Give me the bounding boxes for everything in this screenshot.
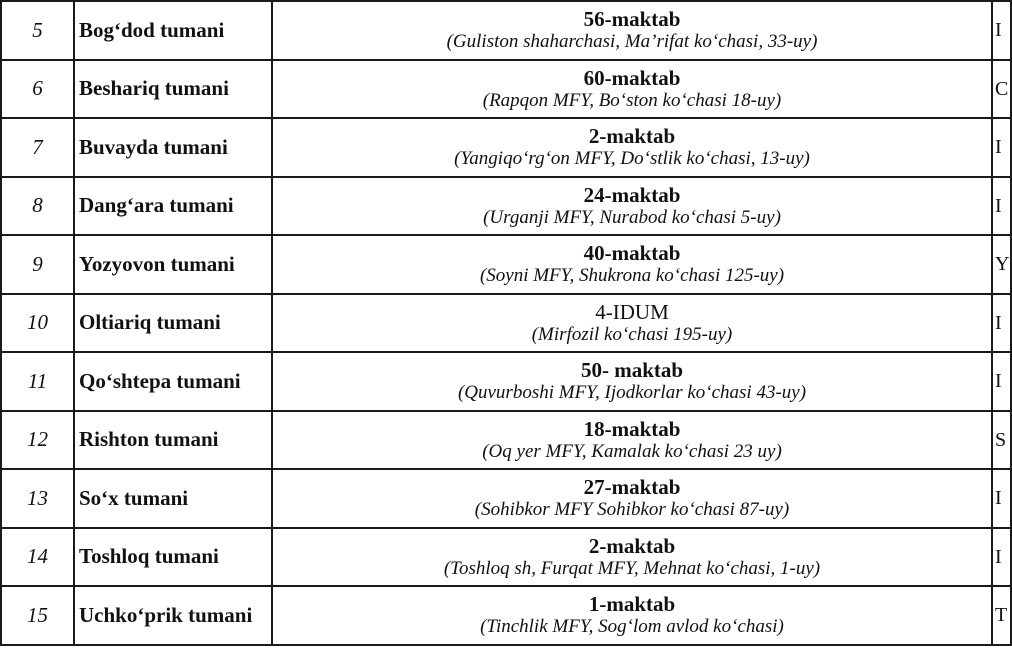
- school-cell: [272, 118, 992, 177]
- school-cell: [272, 177, 992, 236]
- school-name: 56-maktab: [583, 7, 681, 32]
- cut-off-cell: I: [992, 118, 1011, 177]
- school-name: 27-maktab: [583, 475, 681, 500]
- row-number: 12: [1, 411, 74, 470]
- school-name: 2-maktab: [588, 533, 676, 558]
- district-name: Oltiariq tumani: [74, 294, 272, 353]
- district-name: Uchko‘prik tumani: [74, 586, 272, 645]
- school-cell: [272, 586, 992, 645]
- district-name: So‘x tumani: [74, 469, 272, 528]
- cut-off-cell: I: [992, 352, 1011, 411]
- table-row: [1, 118, 1011, 177]
- row-number: 11: [1, 352, 74, 411]
- row-number: 10: [1, 294, 74, 353]
- row-number: 13: [1, 469, 74, 528]
- school-cell: [272, 294, 992, 353]
- school-cell: [272, 469, 992, 528]
- cut-off-cell: Y: [992, 235, 1011, 294]
- table-row: [1, 528, 1011, 587]
- school-address: (Quvurboshi MFY, Ijodkorlar ko‘chasi 43-uy): [457, 382, 807, 404]
- school-address: (Rapqon MFY, Bo‘ston ko‘chasi 18-uy): [482, 89, 782, 111]
- district-name: Toshloq tumani: [74, 528, 272, 587]
- school-name: 2-maktab: [588, 124, 676, 149]
- school-cell: [272, 1, 992, 60]
- school-cell: [272, 352, 992, 411]
- district-name: Dang‘ara tumani: [74, 177, 272, 236]
- cut-off-cell: I: [992, 177, 1011, 236]
- table-row: [1, 235, 1011, 294]
- district-name: Beshariq tumani: [74, 60, 272, 119]
- cut-off-cell: I: [992, 1, 1011, 60]
- cut-off-cell: C: [992, 60, 1011, 119]
- school-name: 60-maktab: [583, 65, 681, 90]
- district-name: Yozyovon tumani: [74, 235, 272, 294]
- school-address: (Tinchlik MFY, Sog‘lom avlod ko‘chasi): [480, 616, 784, 638]
- school-address: (Toshloq sh, Furqat MFY, Mehnat ko‘chasi, 1-uy): [443, 557, 821, 579]
- cut-off-cell: I: [992, 469, 1011, 528]
- row-number: 7: [1, 118, 74, 177]
- school-address: (Guliston shaharchasi, Ma’rifat ko‘chasi, 33-uy): [446, 31, 818, 53]
- table-row: [1, 177, 1011, 236]
- table-row: [1, 586, 1011, 645]
- school-cell: [272, 528, 992, 587]
- school-cell: [272, 235, 992, 294]
- cut-off-cell: T: [992, 586, 1011, 645]
- school-name: 40-maktab: [583, 241, 681, 266]
- school-address: (Urganji MFY, Nurabod ko‘chasi 5-uy): [483, 206, 781, 228]
- school-name: 18-maktab: [583, 416, 681, 441]
- table-row: [1, 60, 1011, 119]
- row-number: 9: [1, 235, 74, 294]
- cut-off-cell: I: [992, 528, 1011, 587]
- cut-off-cell: I: [992, 294, 1011, 353]
- row-number: 6: [1, 60, 74, 119]
- district-name: Rishton tumani: [74, 411, 272, 470]
- school-cell: [272, 60, 992, 119]
- table-row: [1, 294, 1011, 353]
- row-number: 14: [1, 528, 74, 587]
- table-row: [1, 469, 1011, 528]
- school-address: (Oq yer MFY, Kamalak ko‘chasi 23 uy): [482, 440, 782, 462]
- school-name: 4-IDUM: [595, 299, 669, 324]
- district-name: Qo‘shtepa tumani: [74, 352, 272, 411]
- table-row: [1, 411, 1011, 470]
- school-address: (Soyni MFY, Shukrona ko‘chasi 125-uy): [479, 265, 785, 287]
- school-address: (Sohibkor MFY Sohibkor ko‘chasi 87-uy): [474, 499, 790, 521]
- school-address: (Mirfozil ko‘chasi 195-uy): [531, 323, 733, 345]
- school-cell: [272, 411, 992, 470]
- table-row: [1, 352, 1011, 411]
- cut-off-cell: S: [992, 411, 1011, 470]
- school-address: (Yangiqo‘rg‘on MFY, Do‘stlik ko‘chasi, 13-uy): [454, 148, 810, 170]
- school-name: 24-maktab: [583, 182, 681, 207]
- row-number: 5: [1, 1, 74, 60]
- row-number: 15: [1, 586, 74, 645]
- district-name: Bog‘dod tumani: [74, 1, 272, 60]
- school-name: 1-maktab: [588, 592, 676, 617]
- row-number: 8: [1, 177, 74, 236]
- district-name: Buvayda tumani: [74, 118, 272, 177]
- school-name: 50- maktab: [580, 358, 684, 383]
- table-body: [1, 1, 1011, 645]
- table-row: [1, 1, 1011, 60]
